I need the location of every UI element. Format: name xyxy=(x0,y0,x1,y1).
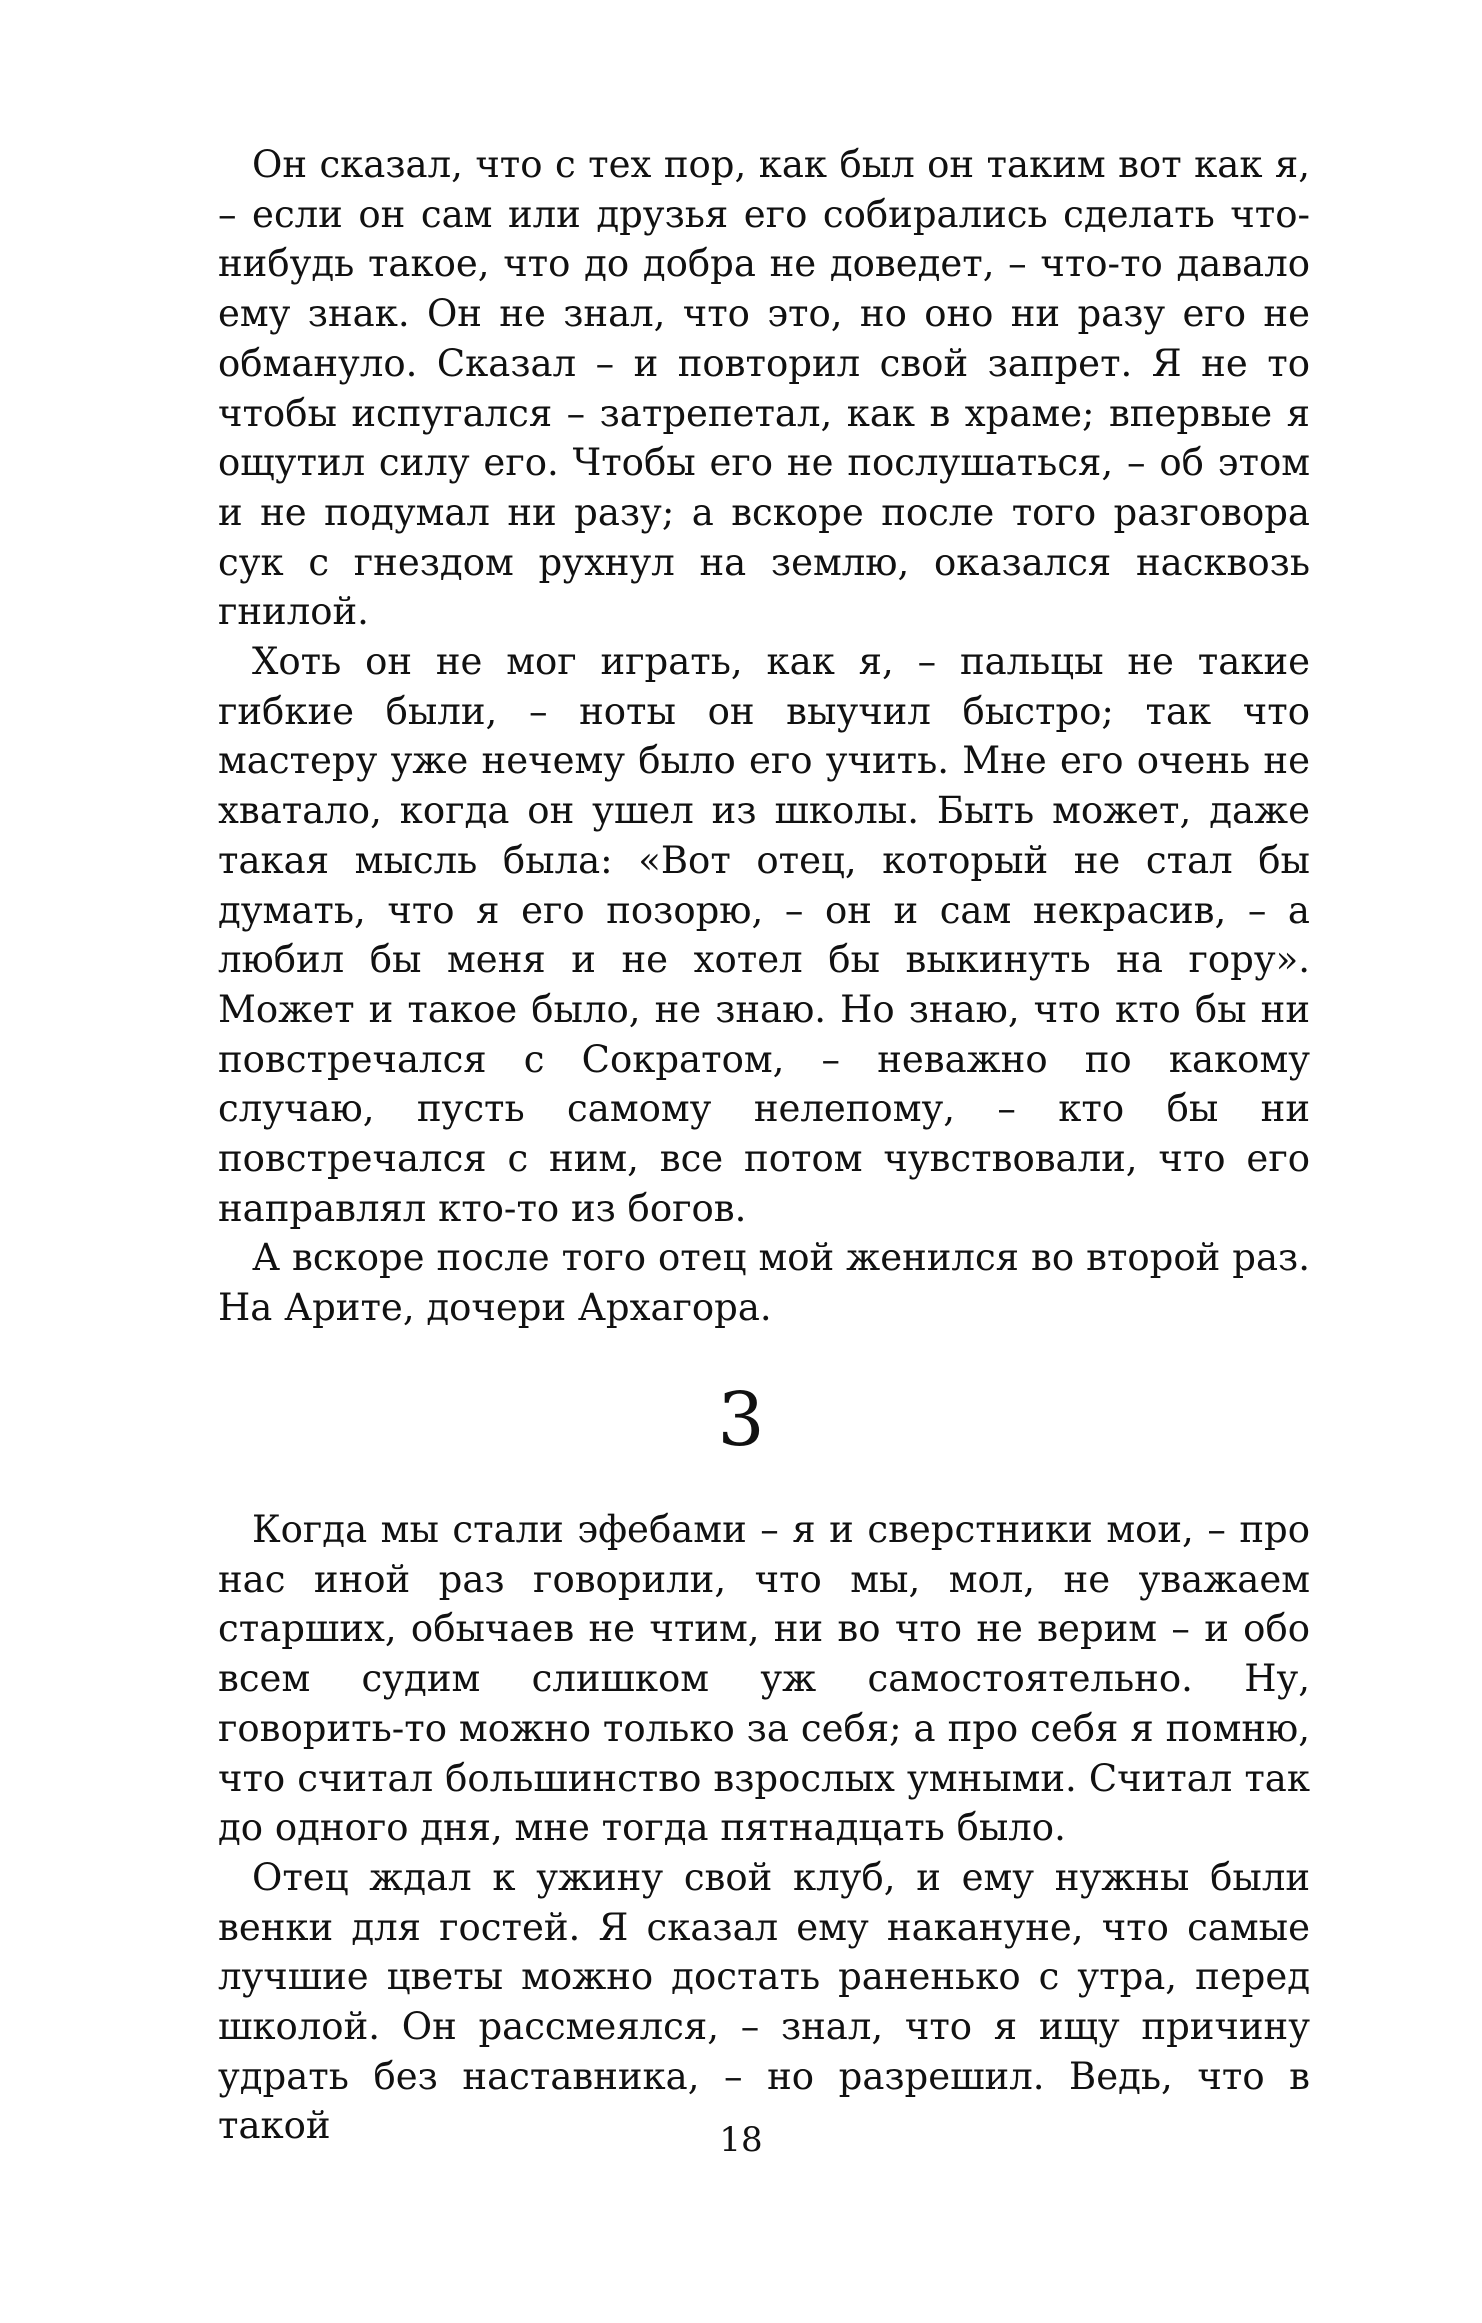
paragraph: А вскоре после того отец мой женился во второй раз. На Арите, дочери Архагора. xyxy=(218,1236,1310,1330)
text-section-before-chapter xyxy=(218,140,1310,1333)
page-number: 18 xyxy=(719,2120,763,2160)
paragraph: Он сказал, что с тех пор, как был он таким вот как я, – если он сам или друзья его собирались сделать что-нибудь такое, что до добра не доведет, – что-то давало ему знак. Он не знал, что это, но оно ни разу его не обмануло. Сказал – и повторил свой запрет. Я не то чтобы испугался – затрепетал, как в храме; впервые я ощутил силу его. Чтобы его не послушаться, – об этом и не подумал ни разу; а вскоре после того разговора сук с гнездом рухнул на землю, оказался насквозь гнилой. xyxy=(218,143,1310,634)
paragraph: Хоть он не мог играть, как я, – пальцы не такие гибкие были, – ноты он выучил быстро; так что мастеру уже нечему было его учить. Мне его очень не хватало, когда он ушел из школы. Быть может, даже такая мысль была: «Вот отец, который не стал бы думать, что я его позорю, – он и сам некрасив, – а любил бы меня и не хотел бы выкинуть на гору». Может и такое было, не знаю. Но знаю, что кто бы ни повстречался с Сократом, – неважно по какому случаю, пусть самому нелепому, – кто бы ни повстречался с ним, все потом чувствовали, что его направлял кто-то из богов. xyxy=(218,640,1310,1230)
text-section-after-chapter xyxy=(218,1505,1310,2151)
chapter-number: 3 xyxy=(717,1377,765,1463)
paragraph: Когда мы стали эфебами – я и сверстники мои, – про нас иной раз говорили, что мы, мол, не уважаем старших, обычаев не чтим, ни во что не верим – и обо всем судим слишком уж самостоятельно. Ну, говорить-то можно только за себя; а про себя я помню, что считал большинство взрослых умными. Считал так до одного дня, мне тогда пятнадцать было. xyxy=(218,1508,1310,1850)
paragraph: Отец ждал к ужину свой клуб, и ему нужны были венки для гостей. Я сказал ему накануне, что самые лучшие цветы можно достать раненько с утра, перед школой. Он рассмеялся, – знал, что я ищу причину удрать без наставника, – но разрешил. Ведь, что в такой xyxy=(218,1855,1310,2148)
